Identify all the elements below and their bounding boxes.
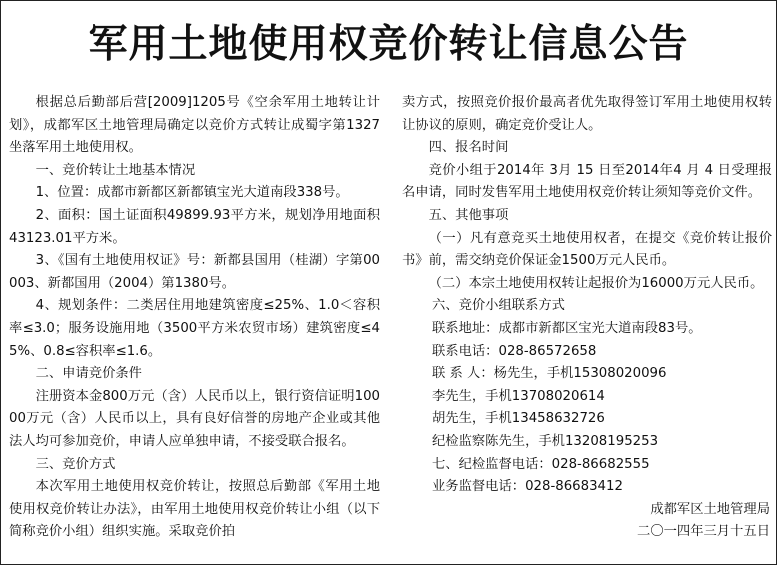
section-heading-6: 六、竞价小组联系方式 [432, 298, 565, 314]
section-heading-5: 五、其他事项 [428, 207, 509, 223]
issue-date: 二〇一四年三月十五日 [637, 524, 770, 540]
certificate-item: 3、《国有土地使用权证》号：新都县国用（桂湖）字第00003、新都国用（2004）第1380号。 [9, 253, 380, 291]
right-column [402, 92, 772, 544]
page-title: 军用土地使用权竞价转让信息公告 [88, 22, 689, 67]
method-paragraph-continued: 卖方式，按照竞价报价最高者优先取得签订军用土地使用权转让协议的原则，确定竞价受让人。 [402, 95, 772, 133]
issuing-organization: 成都军区土地管理局 [650, 501, 770, 517]
contact-person-chen: 纪检监察陈先生，手机13208195253 [432, 433, 659, 449]
contact-phone: 联系电话：028-86572658 [432, 343, 597, 359]
section-heading-7: 七、纪检监督电话：028-86682555 [432, 456, 650, 472]
registration-paragraph: 竞价小组于2014年 3月 15 日至2014年4 月 4 日受理报名申请，同时发售军用土地使用权竞价转让须知等竞价文件。 [402, 162, 772, 201]
contact-address: 联系地址：成都市新都区宝光大道南段83号。 [432, 320, 702, 336]
section-heading-1: 一、竞价转让土地基本情况 [35, 162, 196, 178]
conditions-paragraph: 注册资本金800万元（含）人民币以上，银行资信证明10000万元（含）人民币以上，具有良好信誉的房地产企业或其他法人均可参加竞价，申请人应单独申请，不接受联合报名。 [9, 388, 380, 449]
left-column [9, 92, 380, 544]
business-supervision-phone: 业务监督电话：028-86683412 [432, 479, 623, 495]
location-item: 1、位置：成都市新都区新都镇宝光大道南段338号。 [35, 185, 349, 201]
area-item: 2、面积：国土证面积49899.93平方米，规划净用地面积43123.01平方米。 [9, 207, 380, 246]
contact-person-yang: 联 系 人：杨先生，手机15308020096 [432, 366, 667, 382]
section-heading-2: 二、申请竞价条件 [35, 366, 142, 382]
planning-item: 4、规划条件：二类居住用地建筑密度≤25%、1.0＜容积率≤3.0；服务设施用地（3500平方米农贸市场）建筑密度≤45%、0.8≤容积率≤1.6。 [9, 298, 380, 359]
intro-paragraph: 根据总后勤部后营[2009]1205号《空余军用土地转让计划》，成都军区土地管理局确定以竞价方式转让成蜀字第1327坐落军用土地使用权。 [9, 95, 380, 156]
contact-person-li: 李先生，手机13708020614 [432, 388, 605, 404]
section-heading-3: 三、竞价方式 [35, 456, 116, 472]
method-paragraph: 本次军用土地使用权竞价转让，按照总后勤部《军用土地使用权竞价转让办法》，由军用土地使用权竞价转让小组（以下简称竞价小组）组织实施。采取竞价拍 [9, 479, 380, 540]
deposit-item: （一）凡有意竞买土地使用权者，在提交《竞价转让报价书》前，需交纳竞价保证金1500万元人民币。 [402, 230, 772, 269]
contact-person-hu: 胡先生，手机13458632726 [432, 411, 605, 427]
section-heading-4: 四、报名时间 [428, 140, 509, 156]
starting-price-item: （二）本宗土地使用权转让起报价为16000万元人民币。 [428, 275, 764, 291]
